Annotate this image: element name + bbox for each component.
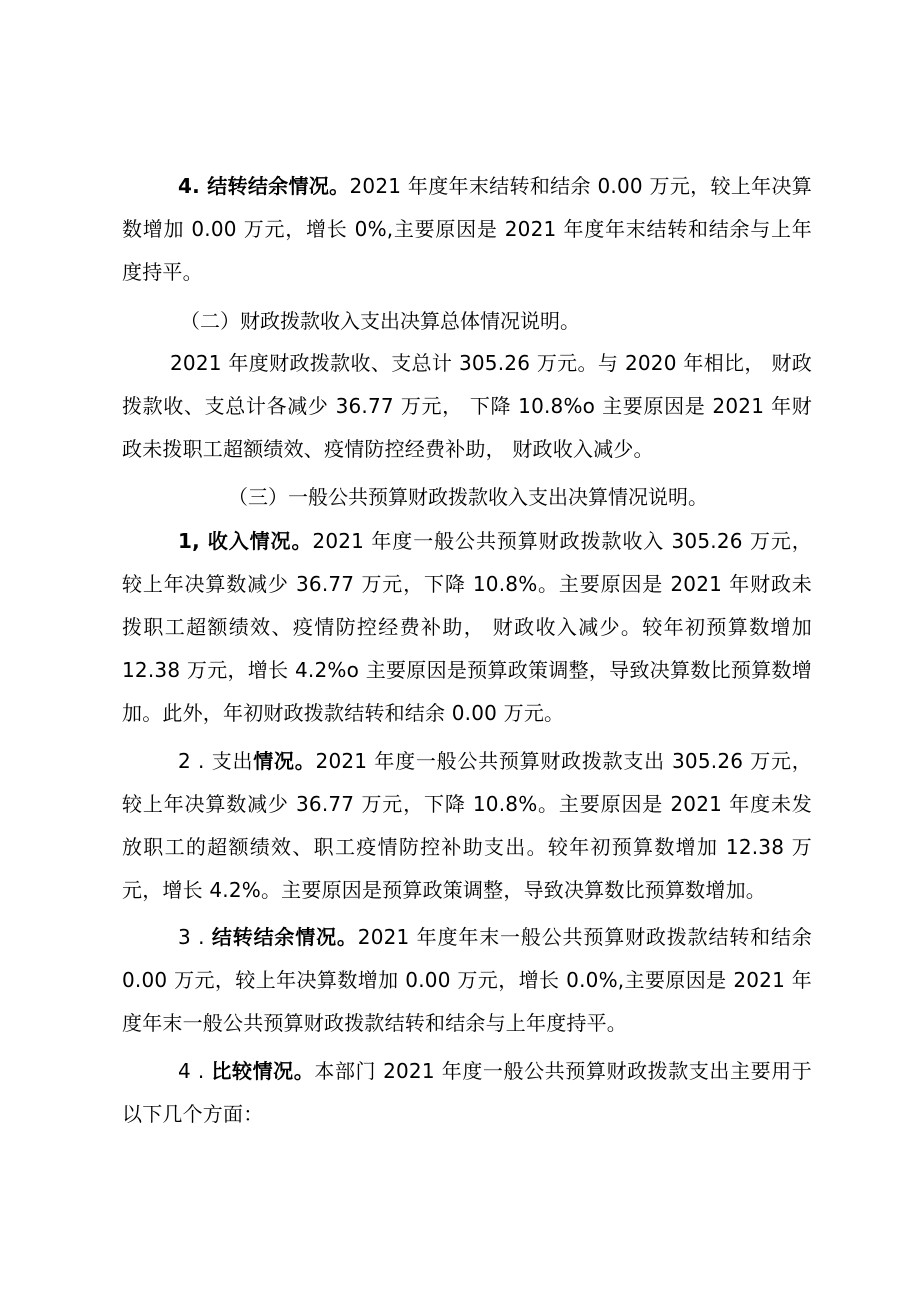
paragraph-comparison <box>122 1050 812 1136</box>
paragraph-label-light: 支出 <box>211 749 254 773</box>
paragraph-general-carryover <box>122 916 812 1045</box>
section-heading-2: （二）财政拨款收入支出决算总体情况说明。 <box>180 309 580 333</box>
paragraph-label: 情况。 <box>253 749 316 773</box>
paragraph-expenditure <box>122 740 812 912</box>
paragraph-carryover-summary <box>122 165 812 294</box>
paragraph-label: 4. 结转结余情况。 <box>178 174 350 198</box>
paragraph-text: 2021 年度年末结转和结余 0.00 万元，较上年决算数增加 0.00 万元，增长 0%,主要原因是 2021 年度年末结转和结余与上年度持平。 <box>122 174 812 284</box>
paragraph-label: 比较情况。 <box>211 1059 315 1083</box>
paragraph-text: 本部门 2021 年度一般公共预算财政拨款支出主要用于以下几个方面： <box>122 1059 813 1126</box>
paragraph-fiscal-overall <box>122 342 812 471</box>
paragraph-number: 2 . <box>178 749 205 773</box>
paragraph-text: 2021 年度一般公共预算财政拨款支出 305.26 万元，较上年决算数减少 36.77 万元，下降 10.8%。主要原因是 2021 年度未发放职工的超额绩效、职工疫情防控补助支出。较年初预算数增加 12.38 万元，增长 4.2%。主要原因是预算政策调整，导致决算数比预算数增加。 <box>122 749 813 902</box>
paragraph-text: 2021 年度一般公共预算财政拨款收入 305.26 万元，较上年决算数减少 36.77 万元，下降 10.8%。主要原因是 2021 年财政未拨职工超额绩效、疫情防控经费补助， 财政收入减少。较年初预算数增加 12.38 万元，增长 4.2%o 主要原因是预算政策调整，导致决算数比预算数增加。此外，年初财政拨款结转和结余 0.00 万元。 <box>122 529 812 725</box>
paragraph-label: 1, 收入情况。 <box>178 529 313 553</box>
section-heading-3: （三）一般公共预算财政拨款收入支出决算情况说明。 <box>228 485 708 509</box>
paragraph-text: 2021 年度财政拨款收、支总计 305.26 万元。与 2020 年相比， 财政拨款收、支总计各减少 36.77 万元， 下降 10.8%o 主要原因是 2021 年财政未拨职工超额绩效、疫情防控经费补助， 财政收入减少。 <box>122 351 812 461</box>
paragraph-revenue <box>122 520 812 735</box>
paragraph-number: 4 . <box>178 1059 205 1083</box>
paragraph-label: 结转结余情况。 <box>211 925 358 949</box>
paragraph-number: 3 . <box>178 925 205 949</box>
paragraph-text: 2021 年度年末一般公共预算财政拨款结转和结余 0.00 万元，较上年决算数增加 0.00 万元，增长 0.0%,主要原因是 2021 年度年末一般公共预算财政拨款结转和结余与上年度持平。 <box>122 925 812 1035</box>
